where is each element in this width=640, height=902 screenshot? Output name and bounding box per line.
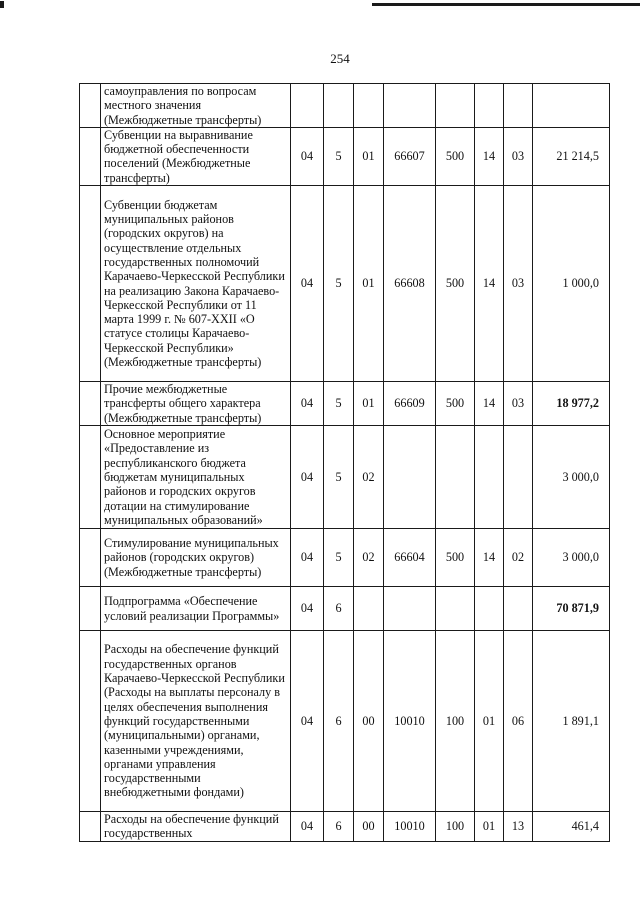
code-cell: 01 [475, 812, 504, 842]
code-cell: 14 [475, 382, 504, 426]
code-cell: 04 [291, 529, 324, 587]
table-row [80, 529, 610, 587]
code-cell [504, 587, 533, 631]
code-cell: 13 [504, 812, 533, 842]
row-index-cell [80, 382, 101, 426]
code-cell: 66604 [384, 529, 436, 587]
code-cell: 01 [354, 382, 384, 426]
code-cell: 66608 [384, 186, 436, 382]
code-cell: 03 [504, 127, 533, 185]
row-index-cell [80, 84, 101, 128]
code-cell [384, 426, 436, 529]
code-cell: 5 [324, 127, 354, 185]
table-row [80, 382, 610, 426]
row-index-cell [80, 127, 101, 185]
code-cell: 00 [354, 812, 384, 842]
code-cell [291, 84, 324, 128]
item-name-cell: Расходы на обеспечение функций государственных органов Карачаево-Черкесской Республики (Расходы на выплаты персоналу в целях обеспечения выполнения функций государственными (муниципальными) органами, казенными учреждениями, органами управления государственными внебюджетными фондами) [101, 631, 291, 812]
code-cell: 01 [354, 186, 384, 382]
code-cell: 100 [436, 631, 475, 812]
row-index-cell [80, 587, 101, 631]
table-row [80, 631, 610, 812]
amount-cell: 1 891,1 [533, 631, 610, 812]
code-cell: 66607 [384, 127, 436, 185]
amount-cell: 3 000,0 [533, 426, 610, 529]
code-cell [436, 84, 475, 128]
row-index-cell [80, 812, 101, 842]
item-name-cell: Прочие межбюджетные трансферты общего характера (Межбюджетные трансферты) [101, 382, 291, 426]
code-cell [384, 84, 436, 128]
code-cell: 6 [324, 587, 354, 631]
table-row [80, 587, 610, 631]
code-cell [436, 426, 475, 529]
code-cell [475, 426, 504, 529]
code-cell: 04 [291, 587, 324, 631]
code-cell: 5 [324, 382, 354, 426]
code-cell: 04 [291, 812, 324, 842]
code-cell: 500 [436, 127, 475, 185]
code-cell: 04 [291, 631, 324, 812]
code-cell: 03 [504, 382, 533, 426]
code-cell [324, 84, 354, 128]
amount-cell: 70 871,9 [533, 587, 610, 631]
code-cell [504, 426, 533, 529]
table-row [80, 186, 610, 382]
code-cell: 100 [436, 812, 475, 842]
item-name-cell: Основное мероприятие «Предоставление из республиканского бюджета бюджетам муниципальных районов и городских округов дотации на стимулирование муниципальных образований» [101, 426, 291, 529]
row-index-cell [80, 186, 101, 382]
code-cell: 02 [354, 426, 384, 529]
item-name-cell: Расходы на обеспечение функций государственных [101, 812, 291, 842]
amount-cell: 3 000,0 [533, 529, 610, 587]
code-cell: 14 [475, 127, 504, 185]
code-cell: 10010 [384, 631, 436, 812]
code-cell [354, 84, 384, 128]
table-row [80, 84, 610, 128]
code-cell [354, 587, 384, 631]
scan-edge-rule [372, 3, 640, 6]
code-cell [475, 84, 504, 128]
amount-cell: 18 977,2 [533, 382, 610, 426]
code-cell: 10010 [384, 812, 436, 842]
budget-table [79, 83, 610, 842]
code-cell: 66609 [384, 382, 436, 426]
row-index-cell [80, 529, 101, 587]
code-cell: 14 [475, 186, 504, 382]
table-row [80, 426, 610, 529]
item-name-cell: Подпрограмма «Обеспечение условий реализации Программы» [101, 587, 291, 631]
code-cell: 01 [475, 631, 504, 812]
code-cell: 500 [436, 382, 475, 426]
row-index-cell [80, 631, 101, 812]
code-cell [384, 587, 436, 631]
table-row [80, 127, 610, 185]
page-number: 254 [330, 51, 350, 66]
code-cell: 14 [475, 529, 504, 587]
code-cell: 00 [354, 631, 384, 812]
code-cell: 6 [324, 812, 354, 842]
code-cell: 04 [291, 426, 324, 529]
code-cell: 04 [291, 382, 324, 426]
code-cell: 02 [354, 529, 384, 587]
code-cell [504, 84, 533, 128]
code-cell [436, 587, 475, 631]
amount-cell [533, 84, 610, 128]
code-cell: 500 [436, 529, 475, 587]
code-cell: 5 [324, 426, 354, 529]
item-name-cell: Субвенции на выравнивание бюджетной обеспеченности поселений (Межбюджетные трансферты) [101, 127, 291, 185]
amount-cell: 1 000,0 [533, 186, 610, 382]
table-row [80, 812, 610, 842]
code-cell: 01 [354, 127, 384, 185]
scan-edge-mark [0, 1, 4, 8]
code-cell [475, 587, 504, 631]
item-name-cell: самоуправления по вопросам местного значения (Межбюджетные трансферты) [101, 84, 291, 128]
code-cell: 04 [291, 186, 324, 382]
code-cell: 04 [291, 127, 324, 185]
amount-cell: 21 214,5 [533, 127, 610, 185]
code-cell: 06 [504, 631, 533, 812]
code-cell: 6 [324, 631, 354, 812]
item-name-cell: Субвенции бюджетам муниципальных районов (городских округов) на осуществление отдельных государственных полномочий Карачаево-Черкесской Республики на реализацию Закона Карачаево-Черкесской Республики от 11 марта 1999 г. № 607-XXII «О статусе столицы Карачаево-Черкесской Республики» (Межбюджетные трансферты) [101, 186, 291, 382]
code-cell: 03 [504, 186, 533, 382]
code-cell: 02 [504, 529, 533, 587]
amount-cell: 461,4 [533, 812, 610, 842]
item-name-cell: Стимулирование муниципальных районов (городских округов) (Межбюджетные трансферты) [101, 529, 291, 587]
code-cell: 500 [436, 186, 475, 382]
code-cell: 5 [324, 186, 354, 382]
code-cell: 5 [324, 529, 354, 587]
row-index-cell [80, 426, 101, 529]
